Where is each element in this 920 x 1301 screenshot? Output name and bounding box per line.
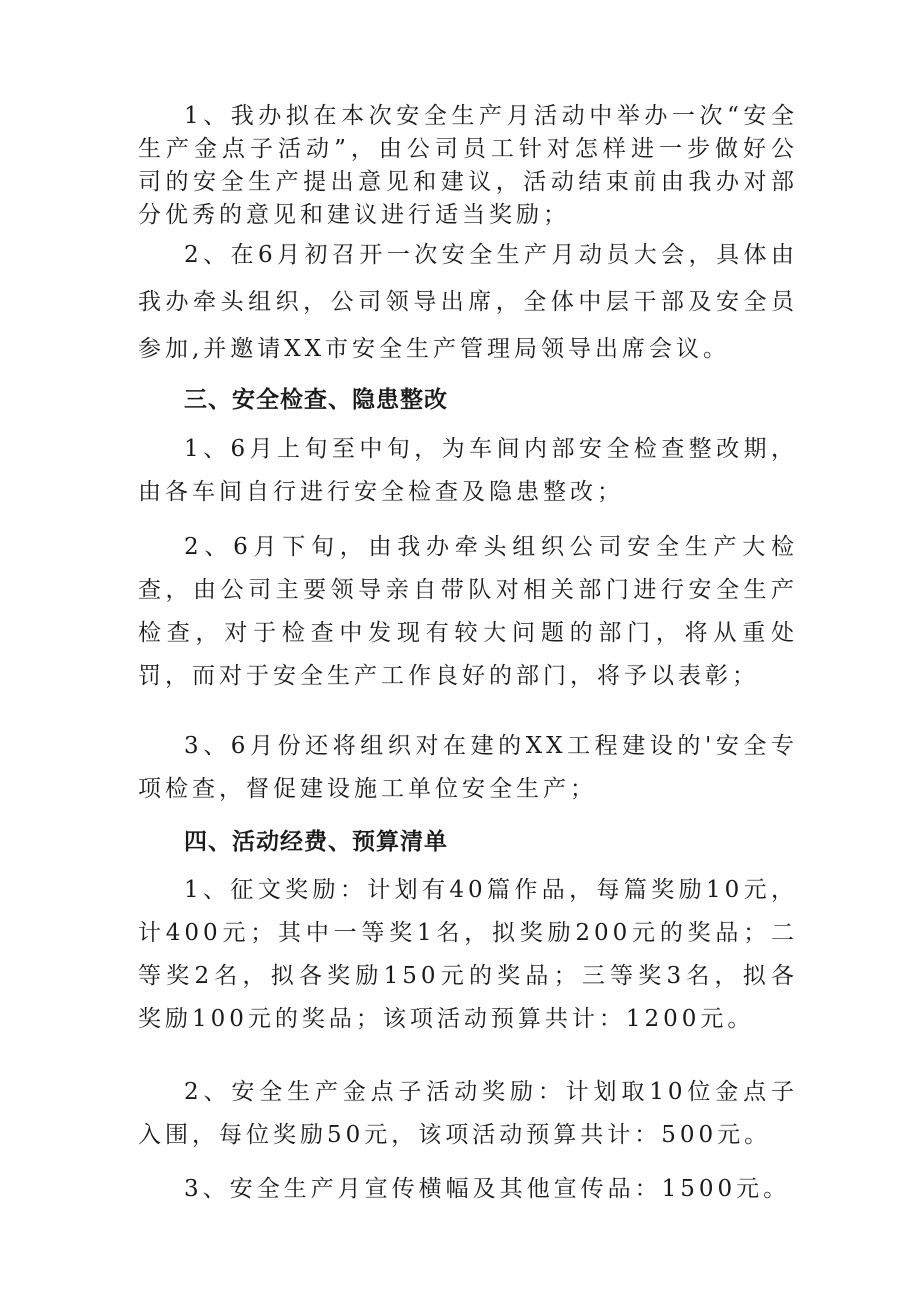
paragraph-company-inspection: 2、6月下旬，由我办牵头组织公司安全生产大检查，由公司主要领导亲自带队对相关部门进行安全生产检查，对于检查中发现有较大问题的部门，将从重处罚，而对于安全生产工作良好的部门，将予以表彰； (138, 534, 798, 689)
paragraph-project-inspection: 3、6月份还将组织对在建的XX工程建设的'安全专项检查，督促建设施工单位安全生产； (138, 733, 798, 802)
paragraph-workshop-inspection: 1、6月上旬至中旬，为车间内部安全检查整改期，由各车间自行进行安全检查及隐患整改； (138, 436, 798, 505)
paragraph-mobilization-meeting: 2、在6月初召开一次安全生产月动员大会，具体由我办牵头组织，公司领导出席，全体中层干部及安全员参加,并邀请XX市安全生产管理局领导出席会议。 (138, 242, 798, 362)
paragraph-essay-awards: 1、征文奖励：计划有40篇作品，每篇奖励10元，计400元；其中一等奖1名，拟奖励200元的奖品；二等奖2名，拟各奖励150元的奖品；三等奖3名，拟各奖励100元的奖品；该项活动预算共计：1200元。 (138, 877, 798, 1032)
paragraph-gold-idea-awards: 2、安全生产金点子活动奖励：计划取10位金点子入围，每位奖励50元，该项活动预算共计：500元。 (138, 1079, 798, 1148)
section-heading-budget: 四、活动经费、预算清单 (184, 829, 448, 855)
paragraph-gold-idea-activity: 1、我办拟在本次安全生产月活动中举办一次“安全生产金点子活动”，由公司员工针对怎样进一步做好公司的安全生产提出意见和建议，活动结束前由我办对部分优秀的意见和建议进行适当奖励； (138, 103, 798, 228)
paragraph-publicity-materials: 3、安全生产月宣传横幅及其他宣传品：1500元。 (184, 1176, 791, 1202)
section-heading-safety-inspection: 三、安全检查、隐患整改 (184, 387, 448, 413)
